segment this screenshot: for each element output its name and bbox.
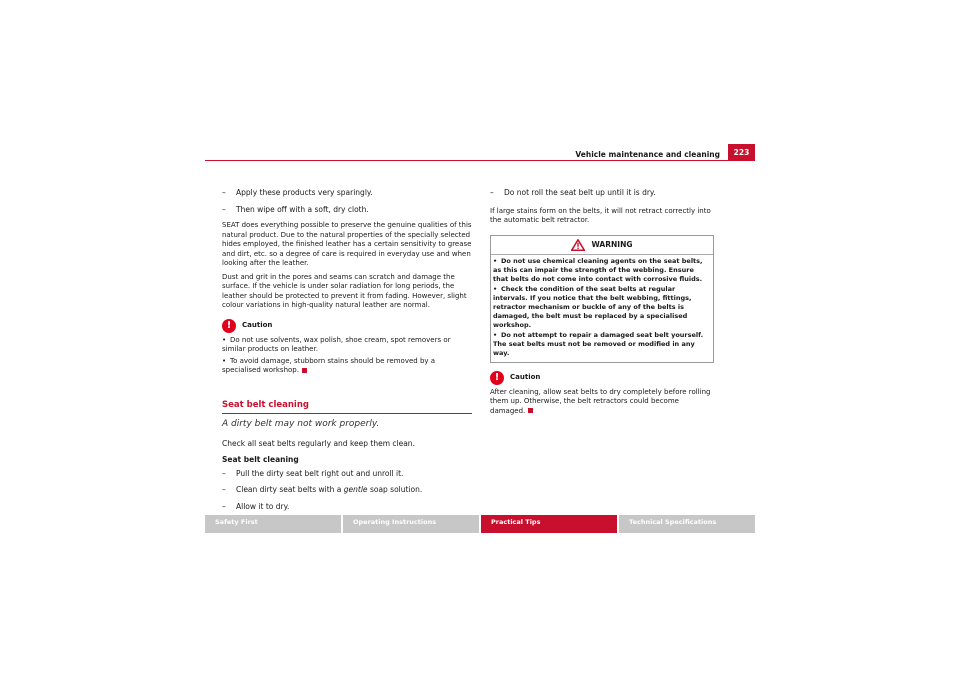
subheading: Seat belt cleaning [222, 455, 299, 464]
body-paragraph: SEAT does everything possible to preserve the genuine qualities of this natural product. Due to the natural properties of the specially selected hides employed, the finished leather has a certain sensitivity to grease and dirt, etc. so a degree of care is required in everyday use and when looking after the leather. [222, 221, 472, 267]
caution-box [490, 371, 714, 417]
section-title: Seat belt cleaning [222, 399, 309, 410]
step-item: – Allow it to dry. [222, 501, 290, 511]
right-column [490, 188, 714, 418]
caution-alert-icon: ! [222, 319, 236, 333]
step-item: – Do not roll the seat belt up until it is dry. [490, 188, 656, 197]
page-number: 223 [728, 144, 755, 161]
caution-title: Caution [510, 372, 541, 381]
warning-box [490, 235, 714, 363]
tab-operating-instructions[interactable]: Operating Instructions [343, 515, 479, 533]
section-subtitle: A dirty belt may not work properly. [222, 419, 380, 429]
section-rule [222, 413, 472, 414]
warning-bullet: • Do not use chemical cleaning agents on the seat belts, as this can impair the strength of the webbing. Ensure that belts do not come into contact with corrosive fluids. [493, 256, 703, 283]
caution-text: After cleaning, allow seat belts to dry completely before rolling them up. Otherwise, the belt retractors could become damaged. [490, 387, 711, 415]
body-paragraph: If large stains form on the belts, it will not retract correctly into the automatic belt retractor. [490, 206, 711, 224]
warning-title: WARNING [591, 239, 633, 249]
step-item: – Then wipe off with a soft, dry cloth. [222, 204, 369, 214]
page-header-title: Vehicle maintenance and cleaning [575, 150, 720, 159]
caution-bullet: • To avoid damage, stubborn stains should be removed by a specialised workshop. [222, 356, 436, 374]
tab-safety-first[interactable]: Safety First [205, 515, 341, 533]
header-rule [205, 160, 755, 161]
step-item: – Apply these products very sparingly. [222, 188, 373, 197]
caution-alert-icon: ! [490, 371, 504, 385]
warning-bullet: • Check the condition of the seat belts at regular intervals. If you notice that the belt webbing, fittings, retractor mechanism or buckle of any of the belts is damaged, the belt must be replaced by a specialised workshop. [493, 284, 692, 329]
intro-text: Check all seat belts regularly and keep them clean. [222, 438, 415, 448]
body-paragraph: Dust and grit in the pores and seams can scratch and damage the surface. If the vehicle is under solar radiation for long periods, the leather should be protected to prevent it from fading. However, slight colour variations in high-quality natural leather are normal. [222, 272, 467, 309]
left-column [222, 188, 472, 518]
tab-technical-specifications[interactable]: Technical Specifications [619, 515, 755, 533]
warning-bullet: • Do not attempt to repair a damaged seat belt yourself. The seat belts must not be removed or modified in any way. [493, 330, 704, 357]
step-item: – Clean dirty seat belts with a gentle soap solution. [222, 485, 423, 494]
end-of-section-marker [528, 408, 533, 413]
caution-bullet: • Do not use solvents, wax polish, shoe cream, spot removers or similar products on leather. [222, 335, 451, 353]
end-of-section-marker [302, 368, 307, 373]
caution-box [222, 319, 472, 376]
warning-triangle-icon [571, 239, 585, 251]
step-item: – Pull the dirty seat belt right out and unroll it. [222, 468, 404, 478]
tab-practical-tips[interactable]: Practical Tips [481, 515, 617, 533]
caution-title: Caution [242, 320, 273, 329]
footer-tab-bar [205, 515, 755, 533]
